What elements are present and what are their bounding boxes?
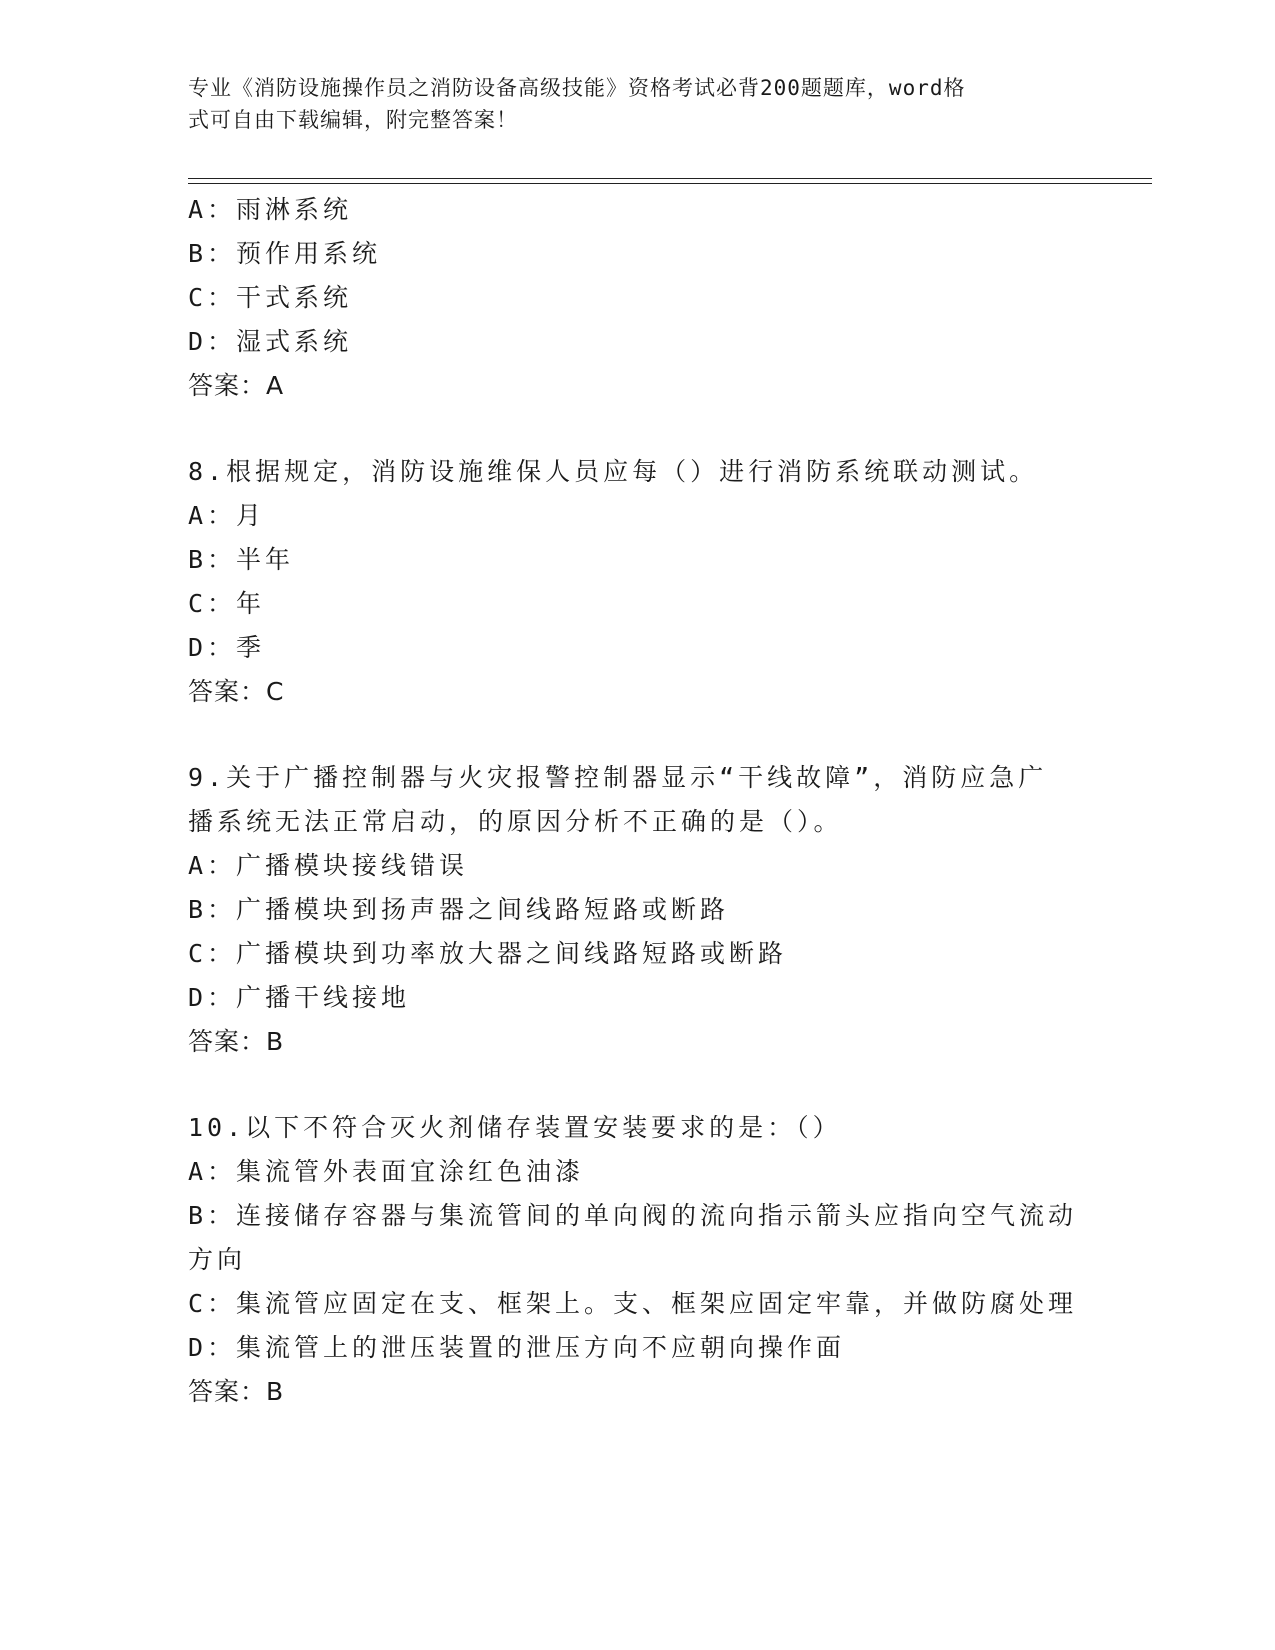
- q7-option-a: A：雨淋系统: [188, 195, 353, 224]
- answer-value: A: [266, 371, 285, 400]
- q10-stem: 10.以下不符合灭火剂储存装置安装要求的是：（）: [188, 1113, 842, 1142]
- answer-label: 答案：: [188, 1027, 267, 1056]
- q8-option-a: A：月: [188, 501, 266, 530]
- q9-option-d: D：广播干线接地: [188, 983, 411, 1012]
- q7-option-b: B：预作用系统: [188, 239, 382, 268]
- q8-option-b: B：半年: [188, 545, 295, 574]
- q8-option-d: D：季: [188, 633, 266, 662]
- q10-option-c: C：集流管应固定在支、框架上。支、框架应固定牢靠，并做防腐处理: [188, 1289, 1078, 1318]
- answer-value: B: [266, 1027, 285, 1056]
- q9-option-a: A：广播模块接线错误: [188, 851, 469, 880]
- q9-option-b: B：广播模块到扬声器之间线路短路或断路: [188, 895, 730, 924]
- answer-value: C: [266, 677, 285, 706]
- q7-option-d: D：湿式系统: [188, 327, 353, 356]
- q8-answer: [188, 675, 284, 709]
- answer-value: B: [266, 1377, 285, 1406]
- answer-label: 答案：: [188, 677, 267, 706]
- header-line-1: 专业《消防设施操作员之消防设备高级技能》资格考试必背200题题库，word格: [188, 76, 966, 100]
- q10-option-b-line-1: B：连接储存容器与集流管间的单向阀的流向指示箭头应指向空气流动: [188, 1201, 1078, 1230]
- q8-option-c: C：年: [188, 589, 266, 618]
- q7-answer: [188, 369, 284, 403]
- q9-answer: [188, 1025, 284, 1059]
- q9-option-c: C：广播模块到功率放大器之间线路短路或断路: [188, 939, 788, 968]
- header-line-2: 式可自由下载编辑，附完整答案！: [188, 108, 518, 132]
- answer-label: 答案：: [188, 371, 267, 400]
- q7-option-c: C：干式系统: [188, 283, 353, 312]
- q9-stem-line-2: 播系统无法正常启动，的原因分析不正确的是（）。: [188, 807, 843, 836]
- q10-option-a: A：集流管外表面宜涂红色油漆: [188, 1157, 585, 1186]
- header-divider-top: [188, 178, 1152, 179]
- q9-stem-line-1: 9.关于广播控制器与火灾报警控制器显示“干线故障”，消防应急广: [188, 763, 1048, 792]
- document-header: [188, 72, 1068, 136]
- q10-option-b-line-2: 方向: [188, 1245, 247, 1274]
- q10-answer: [188, 1375, 284, 1409]
- q10-option-d: D：集流管上的泄压装置的泄压方向不应朝向操作面: [188, 1333, 846, 1362]
- q8-stem: 8.根据规定，消防设施维保人员应每（）进行消防系统联动测试。: [188, 457, 1039, 486]
- answer-label: 答案：: [188, 1377, 267, 1406]
- header-divider-bottom: [188, 183, 1152, 184]
